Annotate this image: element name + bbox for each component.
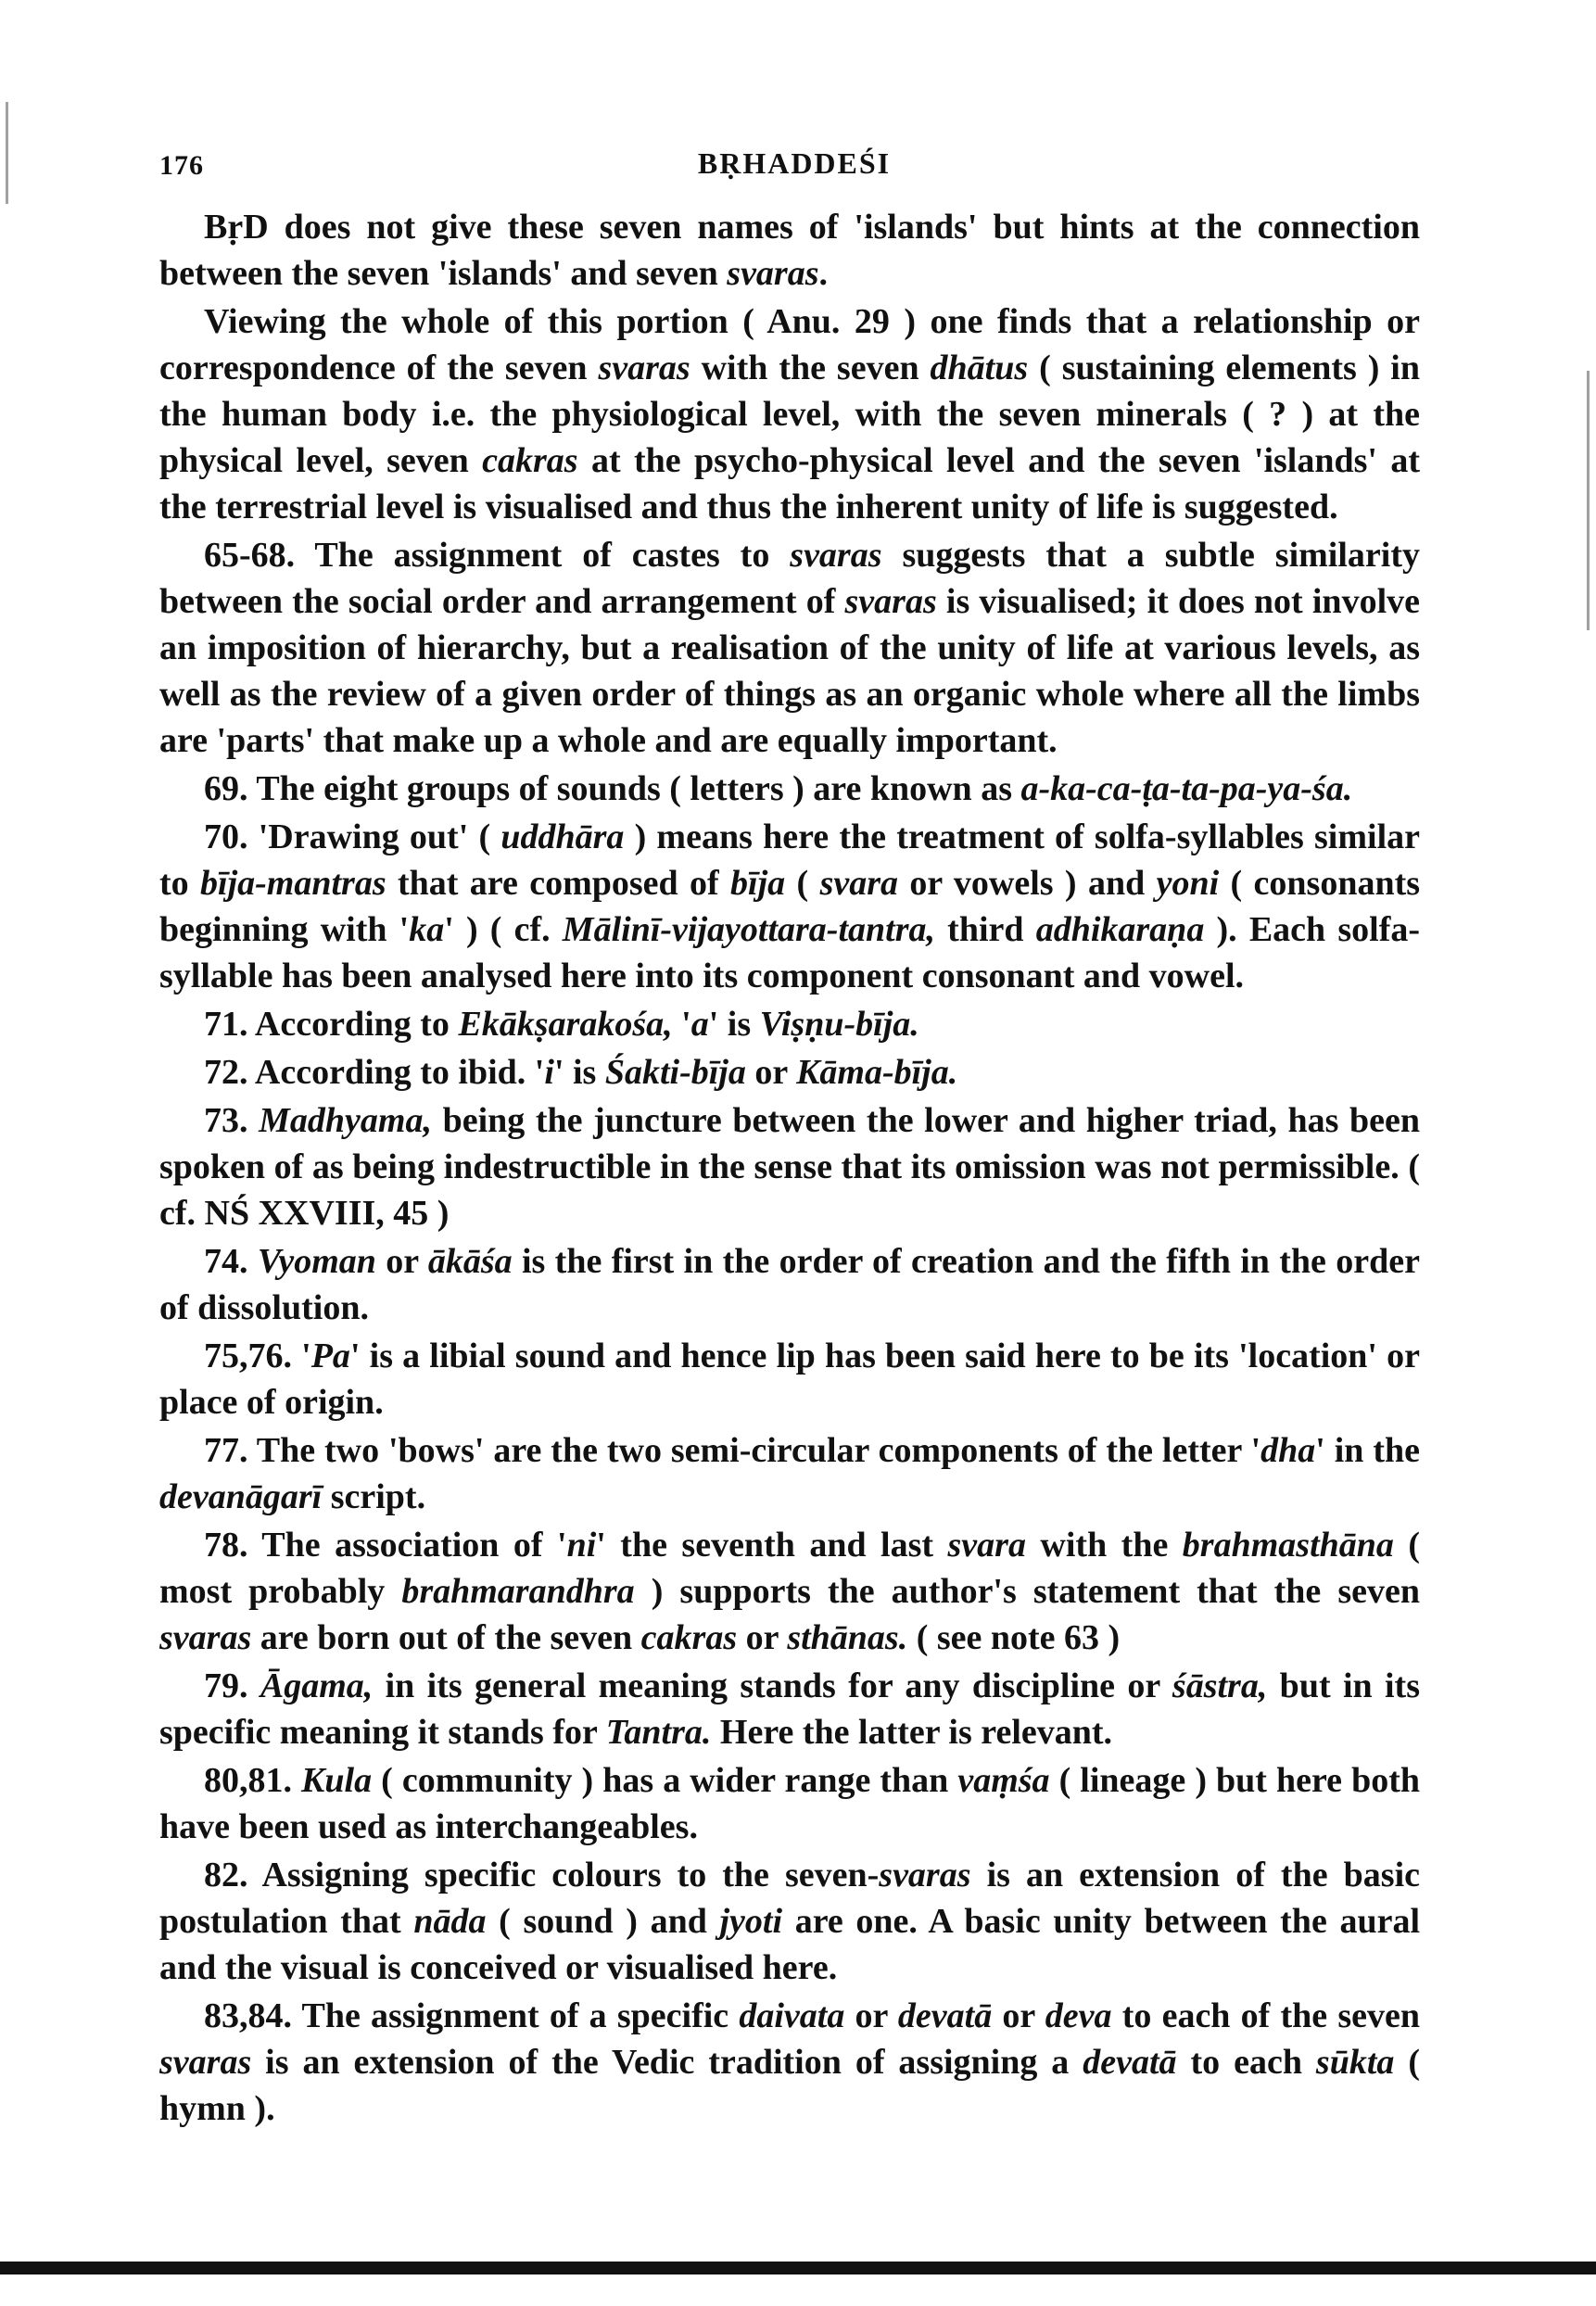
note-text: 80,81. xyxy=(204,1761,302,1800)
note-italic-term: svaras xyxy=(598,348,690,387)
note-italic-term: jyoti xyxy=(719,1902,783,1941)
note-text: 72. According to ibid. ' xyxy=(204,1053,545,1092)
note-paragraph xyxy=(159,1001,1420,1047)
note-text: or xyxy=(844,1996,898,2035)
note-italic-term: dha xyxy=(1260,1431,1316,1470)
note-text: that are composed of xyxy=(386,864,731,903)
note-text: third xyxy=(935,910,1036,949)
note-text: ( consonants beginning with ' xyxy=(159,864,1421,949)
note-paragraph xyxy=(159,1049,1420,1096)
note-text: or vowels ) and xyxy=(898,864,1157,903)
note-text: suggests that a subtle similarity between the social order and arrangement of xyxy=(159,536,1420,621)
note-paragraph xyxy=(159,1238,1420,1331)
note-text: or xyxy=(375,1242,428,1281)
note-italic-term: Vyoman xyxy=(257,1242,376,1281)
note-italic-term: svaras xyxy=(159,2043,252,2082)
note-italic-term: bīja-mantras xyxy=(200,864,386,903)
note-italic-term: Mālinī-vijayottara-tantra, xyxy=(562,910,935,949)
note-text: to each of the seven xyxy=(1111,1996,1420,2035)
note-italic-term: brahmasthāna xyxy=(1182,1526,1394,1565)
note-text: ) means here the treatment of solfa-syllables similar to xyxy=(159,817,1420,903)
note-italic-term: daivata xyxy=(739,1996,845,2035)
page-header xyxy=(159,139,1429,195)
note-text: ( xyxy=(785,864,820,903)
note-italic-term: sūkta xyxy=(1315,2043,1395,2082)
note-text: ( community ) has a wider range than xyxy=(372,1761,958,1800)
note-italic-term: svaras xyxy=(790,536,882,575)
note-paragraph xyxy=(159,204,1420,297)
note-text: to each xyxy=(1176,2043,1316,2082)
note-italic-term: svara xyxy=(819,864,899,903)
note-text: 73. xyxy=(204,1101,260,1140)
note-text: ' is a libial sound and hence lip has been said here to be its 'location' or place of origin. xyxy=(159,1337,1420,1422)
note-italic-term: ākāśa xyxy=(427,1242,513,1281)
note-italic-term: Tantra. xyxy=(605,1713,712,1752)
note-text: 75,76. ' xyxy=(204,1337,311,1375)
note-text: 74. xyxy=(204,1242,258,1281)
note-italic-term: svaras xyxy=(159,1618,252,1657)
note-italic-term: devatā xyxy=(897,1996,993,2035)
notes-body xyxy=(159,204,1420,2134)
note-text: BṛD does not give these seven names of 'islands' but hints at the connection between the seven 'islands' and seven xyxy=(159,208,1420,293)
note-text: is the first in the order of creation and the fifth in the order of dissolution. xyxy=(159,1242,1421,1327)
note-italic-term: ka xyxy=(409,910,445,949)
note-text: in its general meaning stands for any discipline or xyxy=(373,1666,1172,1705)
note-text: but in its specific meaning it stands for xyxy=(159,1666,1420,1752)
note-text: or xyxy=(737,1618,788,1657)
note-italic-term: uddhāra xyxy=(500,817,625,856)
note-text: 65-68. The assignment of castes to xyxy=(204,536,791,575)
note-italic-term: Pa xyxy=(310,1337,350,1375)
note-italic-term: a-ka-ca-ṭa-ta-pa-ya-śa. xyxy=(1020,769,1353,808)
note-paragraph xyxy=(159,532,1420,764)
note-text: at the psycho-physical level and the seven 'islands' at the terrestrial level is visualised and thus the inherent unity of life is suggested. xyxy=(159,441,1420,526)
note-text: ). Each solfa-syllable has been analysed here into its component consonant and vowel. xyxy=(159,910,1420,995)
note-text: 78. The association of ' xyxy=(204,1526,567,1565)
note-text: ( sound ) and xyxy=(486,1902,720,1941)
note-text: ' ) ( cf. xyxy=(444,910,563,949)
note-italic-term: svara xyxy=(947,1526,1026,1565)
note-text: are one. A basic unity between the aural and the visual is conceived or visualised here. xyxy=(159,1902,1421,1987)
note-paragraph xyxy=(159,1333,1420,1425)
note-italic-term: devatā xyxy=(1083,2043,1177,2082)
note-text: being the juncture between the lower and higher triad, has been spoken of as being indestructible in the sense that its omission was not permissible. ( cf. NŚ XXVIII, 45 ) xyxy=(159,1101,1421,1233)
note-paragraph xyxy=(159,1663,1420,1755)
note-italic-term: Śakti-bīja xyxy=(604,1053,746,1092)
note-text: ( lineage ) but here both have been used as interchangeables. xyxy=(159,1761,1420,1846)
note-text: ( sustaining elements ) in the human body i.e. the physiological level, with the seven minerals ( ? ) at the physical level, seven xyxy=(159,348,1420,480)
note-text: 79. xyxy=(204,1666,260,1705)
note-italic-term: sthānas. xyxy=(787,1618,908,1657)
note-text: ( hymn ). xyxy=(159,2043,1421,2128)
note-text: Viewing the whole of this portion ( Anu. 29 ) one finds that a relationship or correspondence of the seven xyxy=(159,302,1420,387)
note-paragraph xyxy=(159,814,1420,999)
note-paragraph xyxy=(159,1522,1420,1661)
note-italic-term: nāda xyxy=(413,1902,487,1941)
note-paragraph xyxy=(159,298,1420,530)
note-text: with the xyxy=(1025,1526,1183,1565)
note-italic-term: dhātus xyxy=(930,348,1029,387)
note-italic-term: cakras xyxy=(482,441,578,480)
note-italic-term: Kula xyxy=(301,1761,373,1800)
note-italic-term: bīja xyxy=(730,864,786,903)
note-text: is visualised; it does not involve an imposition of hierarchy, but a realisation of the unity of life at various levels, as well as the review of a given order of things as an organic whole where all the limbs are 'parts' that make up a whole and are equally important. xyxy=(159,582,1420,760)
note-italic-term: adhikaraṇa xyxy=(1035,910,1205,949)
note-text: ) supports the author's statement that the seven xyxy=(634,1572,1420,1611)
note-italic-term: deva xyxy=(1045,1996,1112,2035)
note-text: with the seven xyxy=(690,348,931,387)
note-text: 77. The two 'bows' are the two semi-circular components of the letter ' xyxy=(204,1431,1261,1470)
bottom-rule xyxy=(0,2262,1596,2274)
note-text: 82. Assigning specific colours to the seven- xyxy=(204,1856,880,1894)
note-text: ' in the xyxy=(1315,1431,1420,1470)
note-italic-term: yoni xyxy=(1156,864,1220,903)
note-italic-term: svaras xyxy=(727,254,819,293)
note-text: script. xyxy=(322,1477,426,1516)
note-text: Here the latter is relevant. xyxy=(711,1713,1113,1752)
note-italic-term: Kāma-bīja. xyxy=(796,1053,958,1092)
note-text: are born out of the seven xyxy=(251,1618,641,1657)
note-text: ( see note 63 ) xyxy=(907,1618,1121,1657)
running-title: BṚHADDEŚI xyxy=(697,146,892,180)
note-paragraph xyxy=(159,1993,1420,2132)
note-text: is an extension of the basic postulation that xyxy=(159,1856,1420,1941)
note-italic-term: Ekākṣarakośa, xyxy=(458,1005,673,1044)
note-text: ( most probably xyxy=(159,1526,1421,1611)
note-text: 70. 'Drawing out' ( xyxy=(204,817,501,856)
note-italic-term: vaṃśa xyxy=(957,1761,1050,1800)
note-paragraph xyxy=(159,766,1420,812)
note-text: ' is xyxy=(553,1053,605,1092)
note-text: ' the seventh and last xyxy=(596,1526,948,1565)
note-italic-term: svaras xyxy=(844,582,937,621)
note-italic-term: Madhyama, xyxy=(259,1101,432,1140)
note-text: is an extension of the Vedic tradition of assigning a xyxy=(251,2043,1083,2082)
note-text: 69. The eight groups of sounds ( letters ) are known as xyxy=(204,769,1021,808)
note-italic-term: brahmarandhra xyxy=(401,1572,635,1611)
note-text: 71. According to xyxy=(204,1005,459,1044)
note-italic-term: svaras xyxy=(879,1856,971,1894)
note-italic-term: Āgama, xyxy=(260,1666,374,1705)
note-paragraph xyxy=(159,1427,1420,1520)
note-text: or xyxy=(992,1996,1045,2035)
note-paragraph xyxy=(159,1757,1420,1850)
page-number: 176 xyxy=(159,150,204,181)
note-text: or xyxy=(745,1053,797,1092)
note-text: ' is xyxy=(708,1005,760,1044)
note-italic-term: ni xyxy=(566,1526,597,1565)
left-margin-mark xyxy=(6,102,8,204)
note-italic-term: śāstra, xyxy=(1172,1666,1268,1705)
note-text: . xyxy=(818,254,829,293)
note-italic-term: cakras xyxy=(640,1618,738,1657)
right-margin-mark xyxy=(1587,371,1590,630)
note-paragraph xyxy=(159,1852,1420,1991)
note-text: 83,84. The assignment of a specific xyxy=(204,1996,740,2035)
note-italic-term: Viṣṇu-bīja. xyxy=(759,1005,919,1044)
note-text: ' xyxy=(672,1005,691,1044)
note-paragraph xyxy=(159,1097,1420,1236)
note-italic-term: devanāgarī xyxy=(159,1477,323,1516)
note-italic-term: i xyxy=(544,1053,554,1092)
note-italic-term: a xyxy=(690,1005,709,1044)
